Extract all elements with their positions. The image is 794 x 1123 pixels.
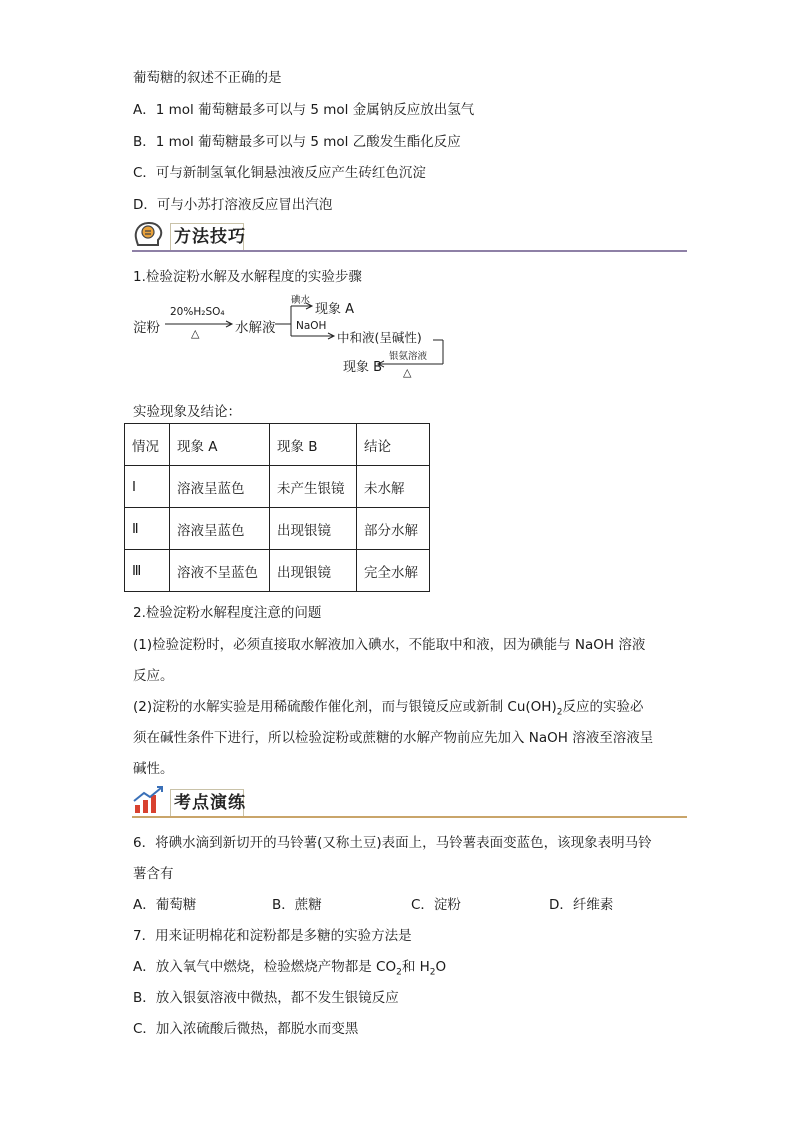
- table-cell: 未水解: [357, 466, 430, 508]
- table-row: [125, 550, 430, 592]
- q7-option-a: A．放入氧气中燃烧，检验燃烧产物都是 $CO_2$和 $H_2O$: [133, 959, 447, 978]
- neutralized-label: 中和液(呈碱性): [337, 330, 422, 345]
- table-cell: 溶液呈蓝色: [170, 466, 270, 508]
- lightbulb-head-icon: [132, 219, 166, 249]
- table-cell: 出现银镜: [270, 508, 357, 550]
- bar-chart-icon: [132, 785, 166, 815]
- naoh-label: NaOH: [296, 320, 327, 332]
- results-table: [124, 423, 430, 592]
- table-cell: Ⅰ: [125, 466, 170, 508]
- question-6-line-2: 薯含有: [133, 866, 174, 882]
- table-row: [125, 466, 430, 508]
- q7-option-c: C．加入浓硫酸后微热，都脱水而变黑: [133, 1021, 359, 1037]
- table-cell: 未产生银镜: [270, 466, 357, 508]
- section-rule: [132, 250, 687, 252]
- header-cell: 现象 B: [270, 424, 357, 466]
- table-header-row: [125, 424, 430, 466]
- q6-option-d: D．纤维素: [549, 897, 614, 913]
- header-cell: 结论: [357, 424, 430, 466]
- method-heading-2: 2.检验淀粉水解程度注意的问题: [133, 605, 322, 621]
- phenomenon-b-label: 现象 B: [343, 360, 383, 375]
- phenomenon-a-label: 现象 A: [315, 302, 355, 317]
- question-stem-tail: 葡萄糖的叙述不正确的是: [133, 70, 282, 86]
- q6-option-b: B．蔗糖: [272, 897, 322, 913]
- method-heading-1: 1.检验淀粉水解及水解程度的实验步骤: [133, 269, 362, 285]
- option-d: D．可与小苏打溶液反应冒出汽泡: [133, 197, 333, 213]
- starch-label: 淀粉: [133, 320, 160, 336]
- table-cell: Ⅱ: [125, 508, 170, 550]
- heat-symbol-1: △: [191, 327, 200, 340]
- hydrolysis-flow-diagram: [133, 294, 453, 384]
- hydrolysate-label: 水解液: [235, 320, 276, 336]
- note-2-line-2: 须在碱性条件下进行，所以检验淀粉或蔗糖的水解产物前应先加入 NaOH 溶液至溶液呈: [133, 730, 654, 746]
- note-2-line-3: 碱性。: [133, 761, 174, 777]
- table-cell: 溶液呈蓝色: [170, 508, 270, 550]
- table-cell: Ⅲ: [125, 550, 170, 592]
- note-2-line-1: (2)淀粉的水解实验是用稀硫酸作催化剂，而与银镜反应或新制 $Cu(OH)_2$反应的实验必: [133, 699, 644, 718]
- question-6-line-1: 6．将碘水滴到新切开的马铃薯(又称土豆)表面上，马铃薯表面变蓝色，该现象表明马铃: [133, 835, 652, 851]
- reagent-h2so4: 20%H₂SO₄: [170, 306, 225, 318]
- heat-symbol-2: △: [403, 366, 412, 379]
- note-1-line-1: (1)检验淀粉时，必须直接取水解液加入碘水，不能取中和液，因为碘能与 NaOH 溶液: [133, 637, 646, 653]
- note-1-line-2: 反应。: [133, 668, 174, 684]
- q6-option-c: C．淀粉: [411, 897, 461, 913]
- table-cell: 溶液不呈蓝色: [170, 550, 270, 592]
- table-cell: 完全水解: [357, 550, 430, 592]
- iodine-label: 碘水: [291, 295, 311, 306]
- section-title: 方法技巧: [174, 227, 246, 247]
- header-cell: 情况: [125, 424, 170, 466]
- section-header-methods: [132, 218, 687, 252]
- q7-option-b: B．放入银氨溶液中微热，都不发生银镜反应: [133, 990, 399, 1006]
- question-7-stem: 7．用来证明棉花和淀粉都是多糖的实验方法是: [133, 928, 412, 944]
- q6-option-a: A．葡萄糖: [133, 897, 197, 913]
- option-c: C．可与新制氢氧化铜悬浊液反应产生砖红色沉淀: [133, 165, 426, 181]
- header-cell: 现象 A: [170, 424, 270, 466]
- table-row: [125, 508, 430, 550]
- table-cell: 部分水解: [357, 508, 430, 550]
- section-rule: [132, 816, 687, 818]
- option-b: B．1 mol 葡萄糖最多可以与 5 mol 乙酸发生酯化反应: [133, 134, 461, 150]
- silver-ammonia-label: 银氨溶液: [389, 351, 428, 362]
- option-a: A．1 mol 葡萄糖最多可以与 5 mol 金属钠反应放出氢气: [133, 102, 475, 118]
- section-title: 考点演练: [174, 793, 246, 813]
- table-cell: 出现银镜: [270, 550, 357, 592]
- section-header-practice: [132, 784, 687, 818]
- table-caption: 实验现象及结论：: [133, 404, 241, 420]
